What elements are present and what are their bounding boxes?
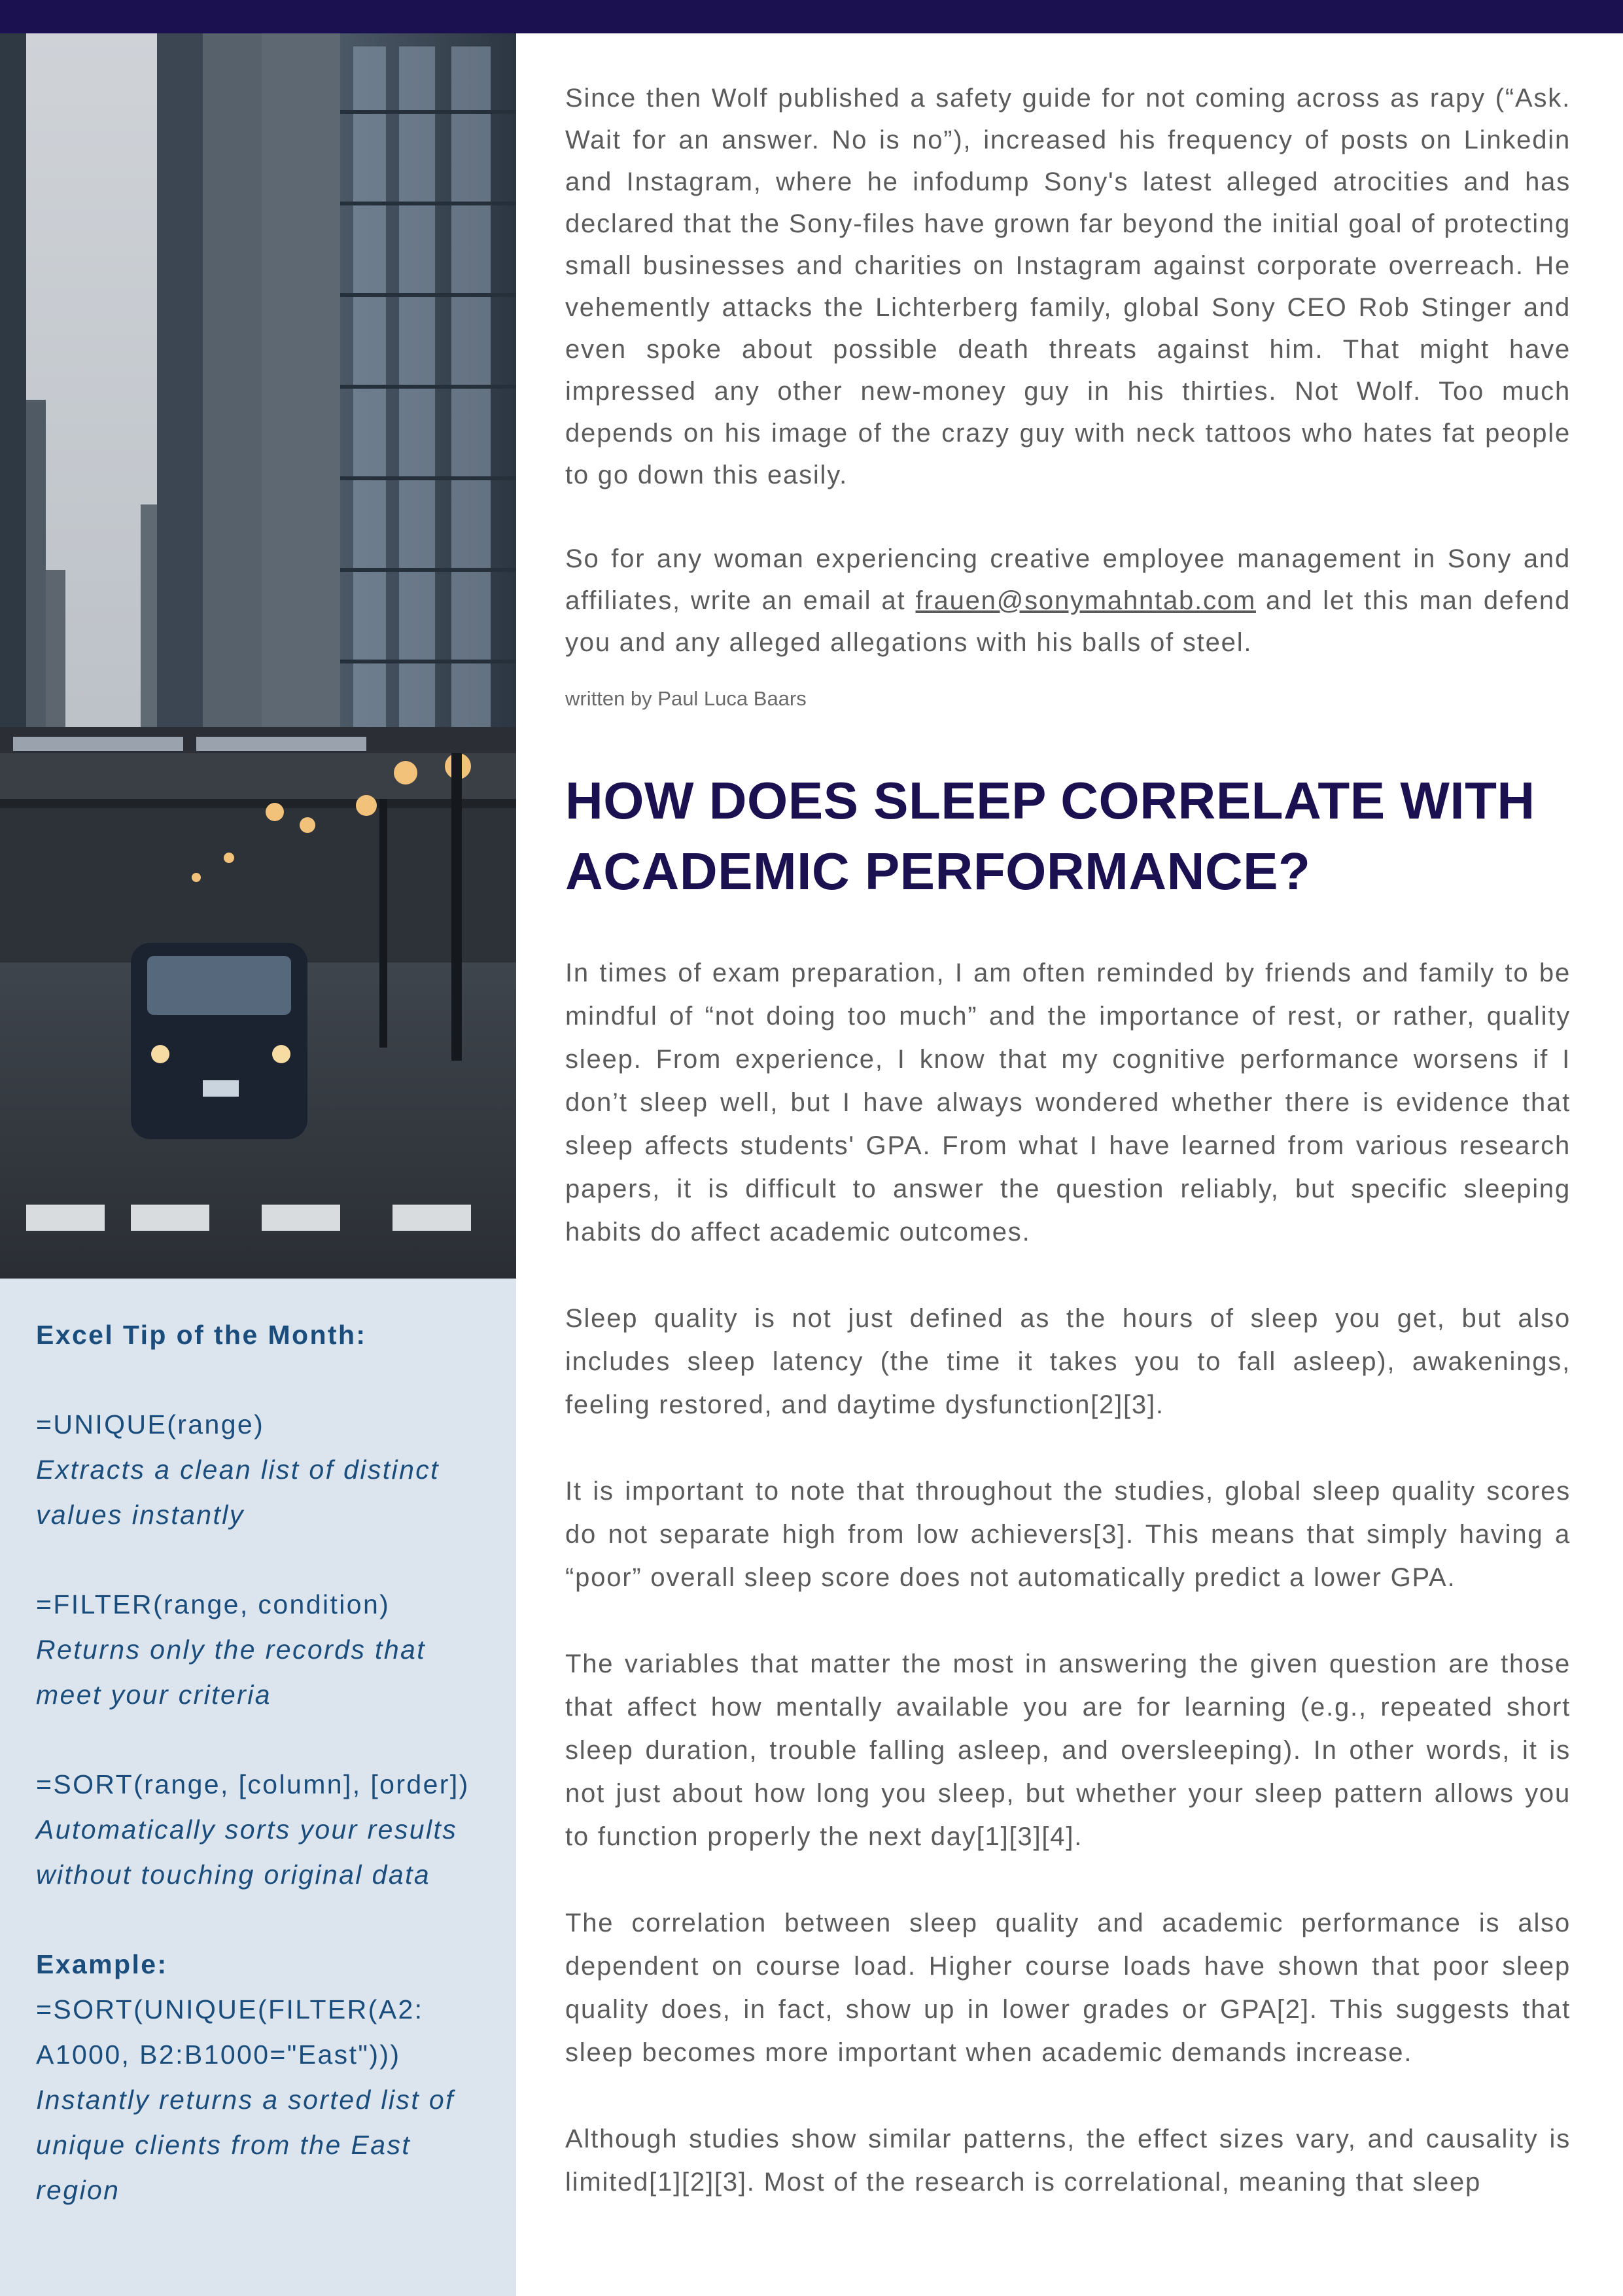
tip-description-line: Extracts a clean list of distinct: [36, 1455, 440, 1485]
article-paragraph: In times of exam preparation, I am often reminded by friends and family to be mindful of “not doing too much” and the importance of rest, or rather, quality sleep. From experience, I know that my cognitive performance worsens if I don’t sleep well, but I have always wondered whether there is evidence that sleep affects students' GPA. From what I have learned from various research papers, it is difficult to answer the question reliably, but specific sleeping habits do affect academic outcomes.: [565, 959, 1571, 1246]
example-formula-line: =SORT(UNIQUE(FILTER(A2:: [36, 1994, 424, 2024]
example-description-line: region: [36, 2175, 120, 2205]
article-paragraph: Although studies show similar patterns, the effect sizes vary, and causality is limited[1][2][3]. Most of the research is correlational, meaning that sleep: [565, 2125, 1571, 2197]
tip-title: Excel Tip of the Month:: [36, 1320, 367, 1350]
tip-description-line: Returns only the records that: [36, 1634, 427, 1665]
tip-description-line: values instantly: [36, 1500, 245, 1530]
example-description-line: Instantly returns a sorted list of: [36, 2085, 455, 2115]
article-paragraph: Sleep quality is not just defined as the hours of sleep you get, but also includes sleep latency (the time it takes you to fall asleep), awakenings, feeling restored, and daytime dysfunction[2][3].: [565, 1304, 1571, 1419]
example-description-line: unique clients from the East: [36, 2130, 411, 2160]
top-banner: [0, 0, 1623, 33]
tip-formula: =SORT(range, [column], [order]): [36, 1769, 470, 1799]
article-paragraph: It is important to note that throughout the studies, global sleep quality scores do not separate high from low achievers[3]. This means that simply having a “poor” overall sleep score does not automatically predict a lower GPA.: [565, 1477, 1571, 1592]
example-formula-line: A1000, B2:B1000="East"))): [36, 2040, 401, 2070]
tip-description-line: meet your criteria: [36, 1680, 271, 1710]
email-link[interactable]: frauen@sonymahntab.com: [915, 586, 1256, 615]
example-label: Example:: [36, 1949, 168, 1979]
article-paragraph: The correlation between sleep quality and academic performance is also dependent on course load. Higher course loads have shown that poor sleep quality does, in fact, show up in lower grades or GPA[2]. This suggests that sleep becomes more important when academic demands increase.: [565, 1909, 1571, 2067]
tip-formula: =FILTER(range, condition): [36, 1589, 391, 1619]
article-headline: HOW DOES SLEEP CORRELATE WITH ACADEMIC PERFORMANCE?: [565, 771, 1535, 900]
city-street-photo: [0, 33, 516, 1279]
article-paragraph: [565, 538, 1571, 663]
article-paragraph: Since then Wolf published a safety guide for not coming across as rapy (“Ask. Wait for an answer. No is no”), increased his frequency of posts on Linkedin and Instagram, where he infodump Sony's latest alleged atrocities and has declared that the Sony-files have grown far beyond the initial goal of protecting small businesses and charities on Instagram against corporate overreach. He vehemently attacks the Lichterberg family, global Sony CEO Rob Stinger and even spoke about possible death threats against him. That might have impressed any other new-money guy in his thirties. Not Wolf. Too much depends on his image of the crazy guy with neck tattoos who hates fat people to go down this easily.: [565, 84, 1571, 489]
excel-tip-box: [0, 1279, 516, 2296]
tip-description-line: without touching original data: [36, 1860, 431, 1890]
paragraph-text: and let this man defend you and any alleged allegations with his balls of steel.: [565, 586, 1571, 657]
paragraph-text: So for any woman experiencing creative employee management in Sony and affiliates, write an email at: [565, 544, 1571, 615]
byline: written by Paul Luca Baars: [565, 687, 807, 710]
article-column: [565, 77, 1571, 2204]
article-paragraph: The variables that matter the most in answering the given question are those that affect how mentally available you are for learning (e.g., repeated short sleep duration, trouble falling asleep, and oversleeping). In other words, it is not just about how long you sleep, but whether your sleep pattern allows you to function properly the next day[1][3][4].: [565, 1650, 1571, 1851]
tip-description-line: Automatically sorts your results: [36, 1814, 458, 1845]
tip-formula: =UNIQUE(range): [36, 1409, 265, 1439]
